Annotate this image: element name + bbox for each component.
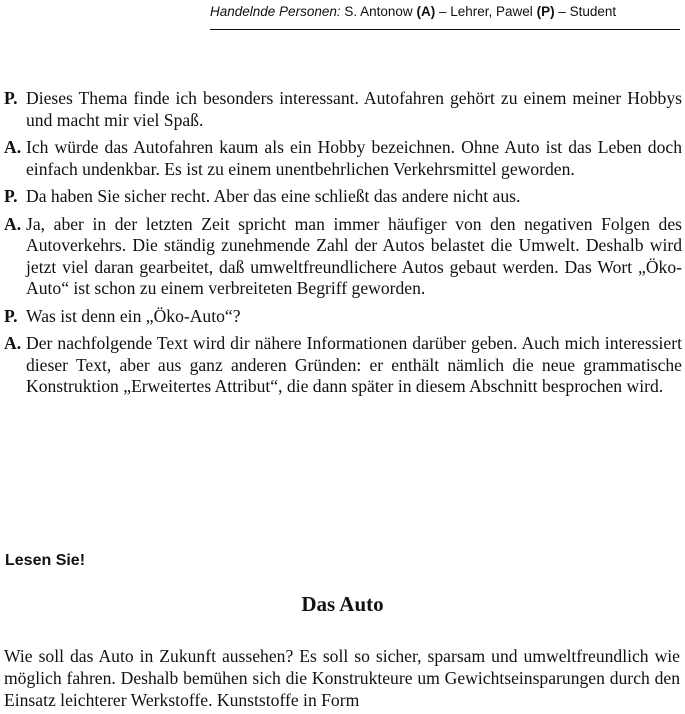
- dialog-turn: [4, 186, 682, 208]
- header-rule: [210, 29, 680, 30]
- turn-text: Ja, aber in der letzten Zeit spricht man immer häufiger von den negativen Folgen des Autoverkehrs. Die ständig zunehmende Zahl der Autos belastet die Umwelt. Deshalb wird jetzt viel daran gearbeitet, daß umweltfreundlichere Autos gebaut werden. Das Wort „Öko-Auto“ ist schon zu einem verbreiteten Begriff geworden.: [26, 213, 682, 298]
- dialog-turn: [4, 214, 682, 300]
- person-p-code: (P): [536, 4, 555, 19]
- turn-text: Was ist denn ein „Öko-Auto“?: [26, 305, 241, 326]
- separator: –: [558, 4, 566, 19]
- speaker-label: A.: [4, 213, 22, 234]
- separator: –: [438, 4, 447, 19]
- dialog: [4, 88, 682, 404]
- person-p-name: Lehrer, Pawel: [450, 4, 533, 19]
- speaker-label: A.: [4, 137, 22, 157]
- turn-text: Ich würde das Autofahren kaum als ein Hobby bezeichnen. Ohne Auto ist das Leben doch einfach undenkbar. Es ist zu einem unentbehrlichen Verkehrsmittel geworden.: [26, 137, 682, 179]
- dialog-turn: [4, 306, 682, 328]
- turn-text: Der nachfolgende Text wird dir nähere Informationen darüber geben. Auch mich interessiert dieser Text, aber aus ganz anderen Gründen: er enthält nämlich die neue grammatische Konstruktion „Erweitertes Attribut“, die dann später in diesem Abschnitt besprochen wird.: [26, 333, 682, 396]
- text-title: Das Auto: [301, 592, 384, 616]
- speaker-label: A.: [4, 333, 22, 353]
- section-heading: Lesen Sie!: [5, 552, 86, 569]
- turn-text: Dieses Thema finde ich besonders interessant. Autofahren gehört zu einem meiner Hobbys und macht mir viel Spaß.: [26, 88, 682, 130]
- dialog-turn: [4, 333, 682, 398]
- person-a-code: (A): [416, 4, 436, 19]
- text-body: Wie soll das Auto in Zukunft aussehen? Es soll so sicher, sparsam und umweltfreundlich wie möglich fahren. Deshalb bemühen sich die Konstrukteure um Gewichtseinsparungen durch den Einsatz leichterer Werkstoffe. Kunststoffe in Form: [4, 646, 680, 710]
- persons-label: Handelnde Personen:: [210, 4, 341, 19]
- person-p-role: Student: [569, 4, 617, 19]
- dialog-turn: [4, 88, 682, 131]
- speaker-label: P.: [4, 186, 18, 206]
- person-a-name: S. Antonow: [344, 4, 413, 19]
- speaker-label: P.: [4, 88, 18, 108]
- turn-text: Da haben Sie sicher recht. Aber das eine schließt das andere nicht aus.: [26, 186, 521, 206]
- speaker-label: P.: [4, 305, 18, 326]
- dialog-turn: [4, 137, 682, 180]
- page-header: [210, 2, 680, 30]
